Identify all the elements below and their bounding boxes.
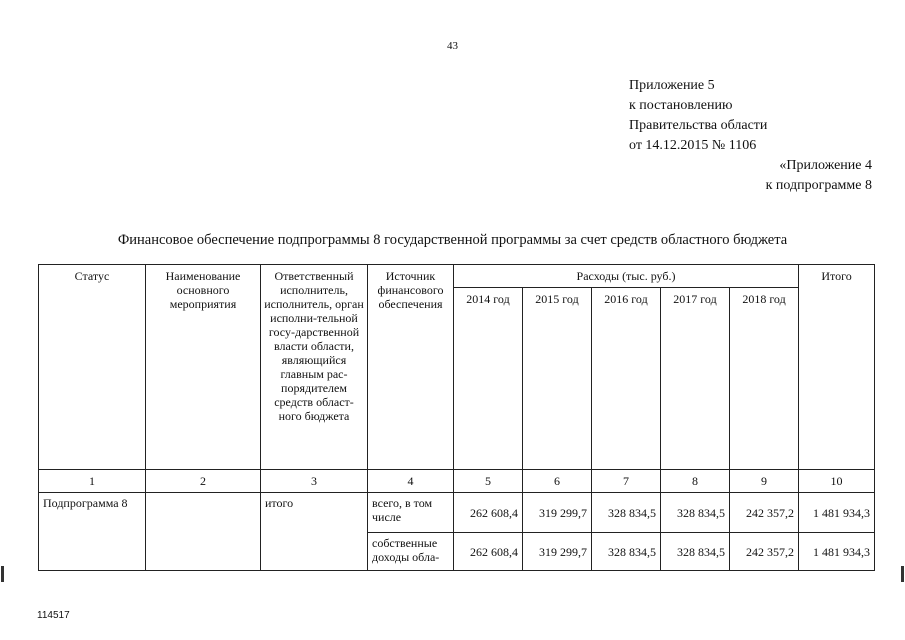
appendix-line: Приложение 5	[629, 78, 715, 93]
column-number: 9	[730, 470, 799, 493]
document-title: Финансовое обеспечение подпрограммы 8 государственной программы за счет средств областного бюджета	[117, 232, 788, 248]
header-row	[39, 265, 875, 288]
header-year: 2016 год	[592, 288, 661, 470]
appendix-line: к постановлению	[629, 98, 733, 113]
scan-edge-mark	[1, 566, 4, 582]
sub-appendix-line: к подпрограмме 8	[765, 178, 872, 193]
sub-appendix-line: «Приложение 4	[779, 158, 872, 173]
column-number: 3	[261, 470, 368, 493]
column-number: 4	[368, 470, 454, 493]
value-cell: 242 357,2	[730, 493, 799, 533]
header-expenses: Расходы (тыс. руб.)	[454, 265, 799, 288]
value-cell: 319 299,7	[523, 493, 592, 533]
appendix-block	[629, 76, 767, 156]
value-cell: 242 357,2	[730, 533, 799, 571]
column-number-row	[39, 470, 875, 493]
value-cell: 328 834,5	[661, 493, 730, 533]
column-number: 5	[454, 470, 523, 493]
value-cell: 328 834,5	[592, 533, 661, 571]
column-number: 10	[799, 470, 875, 493]
header-year: 2015 год	[523, 288, 592, 470]
header-status: Статус	[39, 265, 146, 470]
header-measure: Наименование основного мероприятия	[146, 265, 261, 470]
value-cell: 262 608,4	[454, 533, 523, 571]
row-source: всего, в том числе	[368, 493, 454, 533]
value-cell: 262 608,4	[454, 493, 523, 533]
column-number: 6	[523, 470, 592, 493]
column-number: 7	[592, 470, 661, 493]
appendix-line: Правительства области	[629, 118, 768, 133]
appendix-line: от 14.12.2015 № 1106	[629, 138, 757, 153]
table-row	[39, 493, 875, 533]
column-number: 1	[39, 470, 146, 493]
row-status: Подпрограмма 8	[39, 493, 146, 571]
column-number: 2	[146, 470, 261, 493]
value-cell: 319 299,7	[523, 533, 592, 571]
header-year: 2017 год	[661, 288, 730, 470]
page-number: 43	[447, 40, 458, 52]
header-executor: Ответственный исполнитель, исполнитель, орган исполни-тельной госу-дарственной власти области, являющийся главным рас-порядителем средств област-ного бюджета	[261, 265, 368, 470]
header-year: 2018 год	[730, 288, 799, 470]
header-year: 2014 год	[454, 288, 523, 470]
scan-edge-mark	[901, 566, 904, 582]
value-cell: 328 834,5	[592, 493, 661, 533]
row-executor: итого	[261, 493, 368, 571]
footer-code: 114517	[37, 610, 70, 621]
value-cell: 328 834,5	[661, 533, 730, 571]
financing-table	[38, 264, 875, 571]
total-cell: 1 481 934,3	[799, 533, 875, 571]
column-number: 8	[661, 470, 730, 493]
header-source: Источник финансового обеспечения	[368, 265, 454, 470]
row-source: собственные доходы обла-	[368, 533, 454, 571]
row-measure	[146, 493, 261, 571]
header-total: Итого	[799, 265, 875, 470]
total-cell: 1 481 934,3	[799, 493, 875, 533]
sub-appendix-block	[766, 156, 872, 196]
